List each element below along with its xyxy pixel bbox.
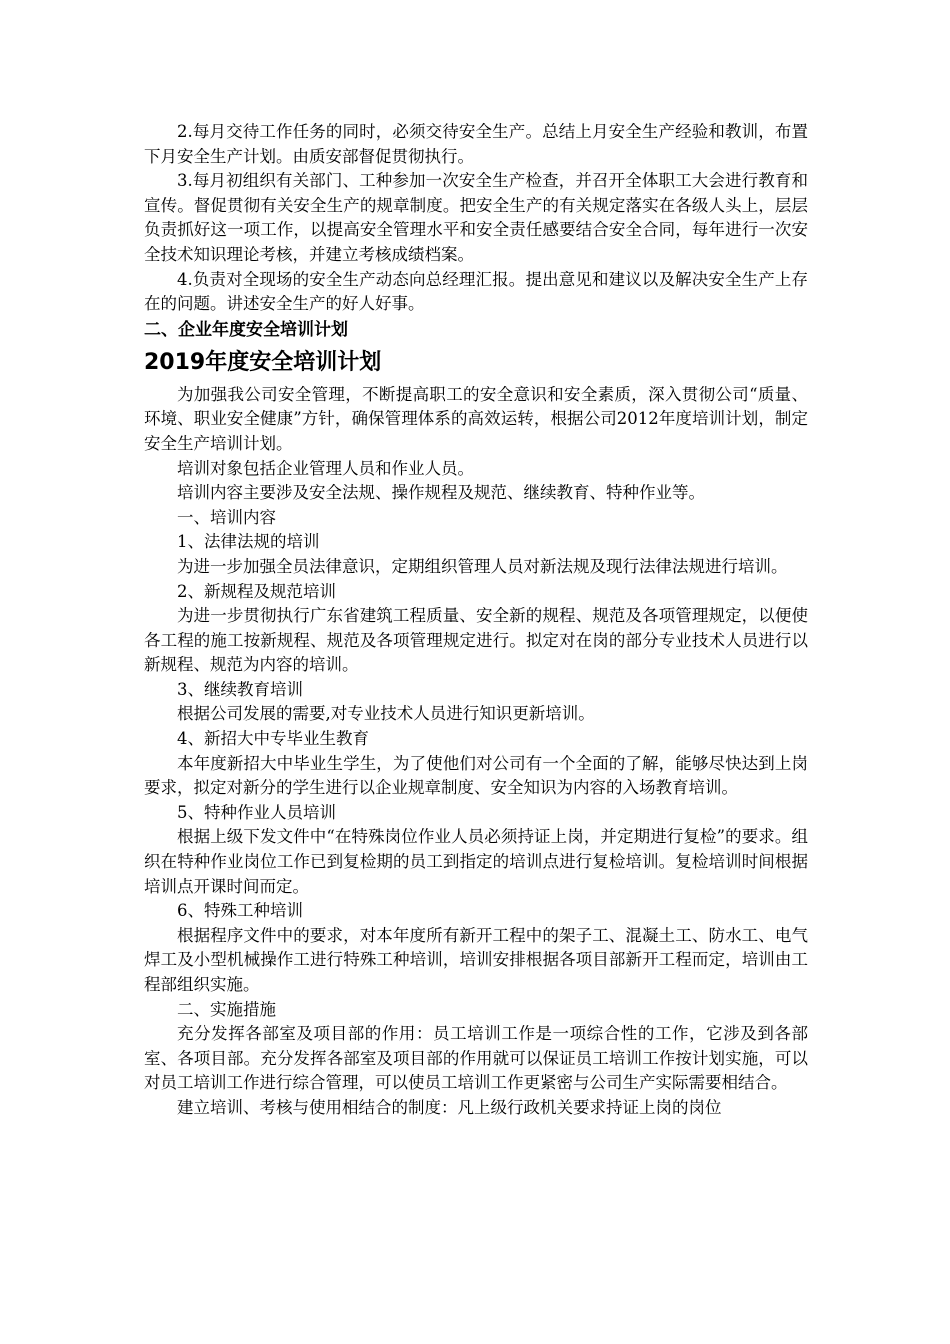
document-page [144,120,808,1121]
item-text: 根据上级下发文件中“在特殊岗位作业人员必须持证上岗，并定期进行复检”的要求。组织在特种作业岗位工作已到复检期的员工到指定的培训点进行复检培训。复检培训时间根据培训点开课时间而定。 [144,827,808,896]
item-text: 根据公司发展的需要,对专业技术人员进行知识更新培训。 [177,704,595,724]
paragraph: 为加强我公司安全管理，不断提高职工的安全意识和安全素质，深入贯彻公司“质量、环境、职业安全健康”方针，确保管理体系的高效运转，根据公司2012年度培训计划，制定安全生产培训计划。 [144,384,808,453]
item-title: 5、特种作业人员培训 [177,802,336,822]
plan-title: 2019年度安全培训计划 [144,349,382,375]
paragraph: 培训内容主要涉及安全法规、操作规程及规范、继续教育、特种作业等。 [177,483,705,503]
paragraph: 培训对象包括企业管理人员和作业人员。 [177,458,474,478]
paragraph: 建立培训、考核与使用相结合的制度：凡上级行政机关要求持证上岗的岗位 [177,1097,722,1117]
item-text: 根据程序文件中的要求，对本年度所有新开工程中的架子工、混凝土工、防水工、电气焊工及小型机械操作工进行特殊工种培训，培训安排根据各项目部新开工程而定，培训由工程部组织实施。 [144,925,808,994]
paragraph: 2.每月交待工作任务的同时，必须交待安全生产。总结上月安全生产经验和教训，布置下月安全生产计划。由质安部督促贯彻执行。 [144,122,808,166]
item-title: 4、新招大中专毕业生教育 [177,729,369,749]
item-title: 6、特殊工种培训 [177,901,303,921]
item-title: 1、法律法规的培训 [177,532,320,552]
paragraph: 充分发挥各部室及项目部的作用：员工培训工作是一项综合性的工作，它涉及到各部室、各项目部。充分发挥各部室及项目部的作用就可以保证员工培训工作按计划实施，可以对员工培训工作进行综合管理，可以使员工培训工作更紧密与公司生产实际需要相结合。 [144,1024,808,1093]
item-text: 为进一步加强全员法律意识，定期组织管理人员对新法规及现行法律法规进行培训。 [177,556,788,576]
paragraph: 3.每月初组织有关部门、工种参加一次安全生产检查，并召开全体职工大会进行教育和宣传。督促贯彻有关安全生产的规章制度。把安全生产的有关规定落实在各级人头上，层层负责抓好这一项工作，以提高安全管理水平和安全责任感要结合安全合同，每年进行一次安全技术知识理论考核，并建立考核成绩档案。 [144,171,808,264]
item-text: 本年度新招大中毕业生学生，为了使他们对公司有一个全面的了解，能够尽快达到上岗要求，拟定对新分的学生进行以企业规章制度、安全知识为内容的入场教育培训。 [144,753,808,798]
item-title: 2、新规程及规范培训 [177,581,336,601]
subsection-heading: 二、实施措施 [177,999,276,1019]
section-heading: 二、企业年度安全培训计划 [144,319,348,340]
subsection-heading: 一、培训内容 [177,507,276,527]
item-title: 3、继续教育培训 [177,679,303,699]
item-text: 为进一步贯彻执行广东省建筑工程质量、安全新的规程、规范及各项管理规定，以便使各工程的施工按新规程、规范及各项管理规定进行。拟定对在岗的部分专业技术人员进行以新规程、规范为内容的培训。 [144,606,808,675]
paragraph: 4.负责对全现场的安全生产动态向总经理汇报。提出意见和建议以及解决安全生产上存在的问题。讲述安全生产的好人好事。 [144,269,808,314]
